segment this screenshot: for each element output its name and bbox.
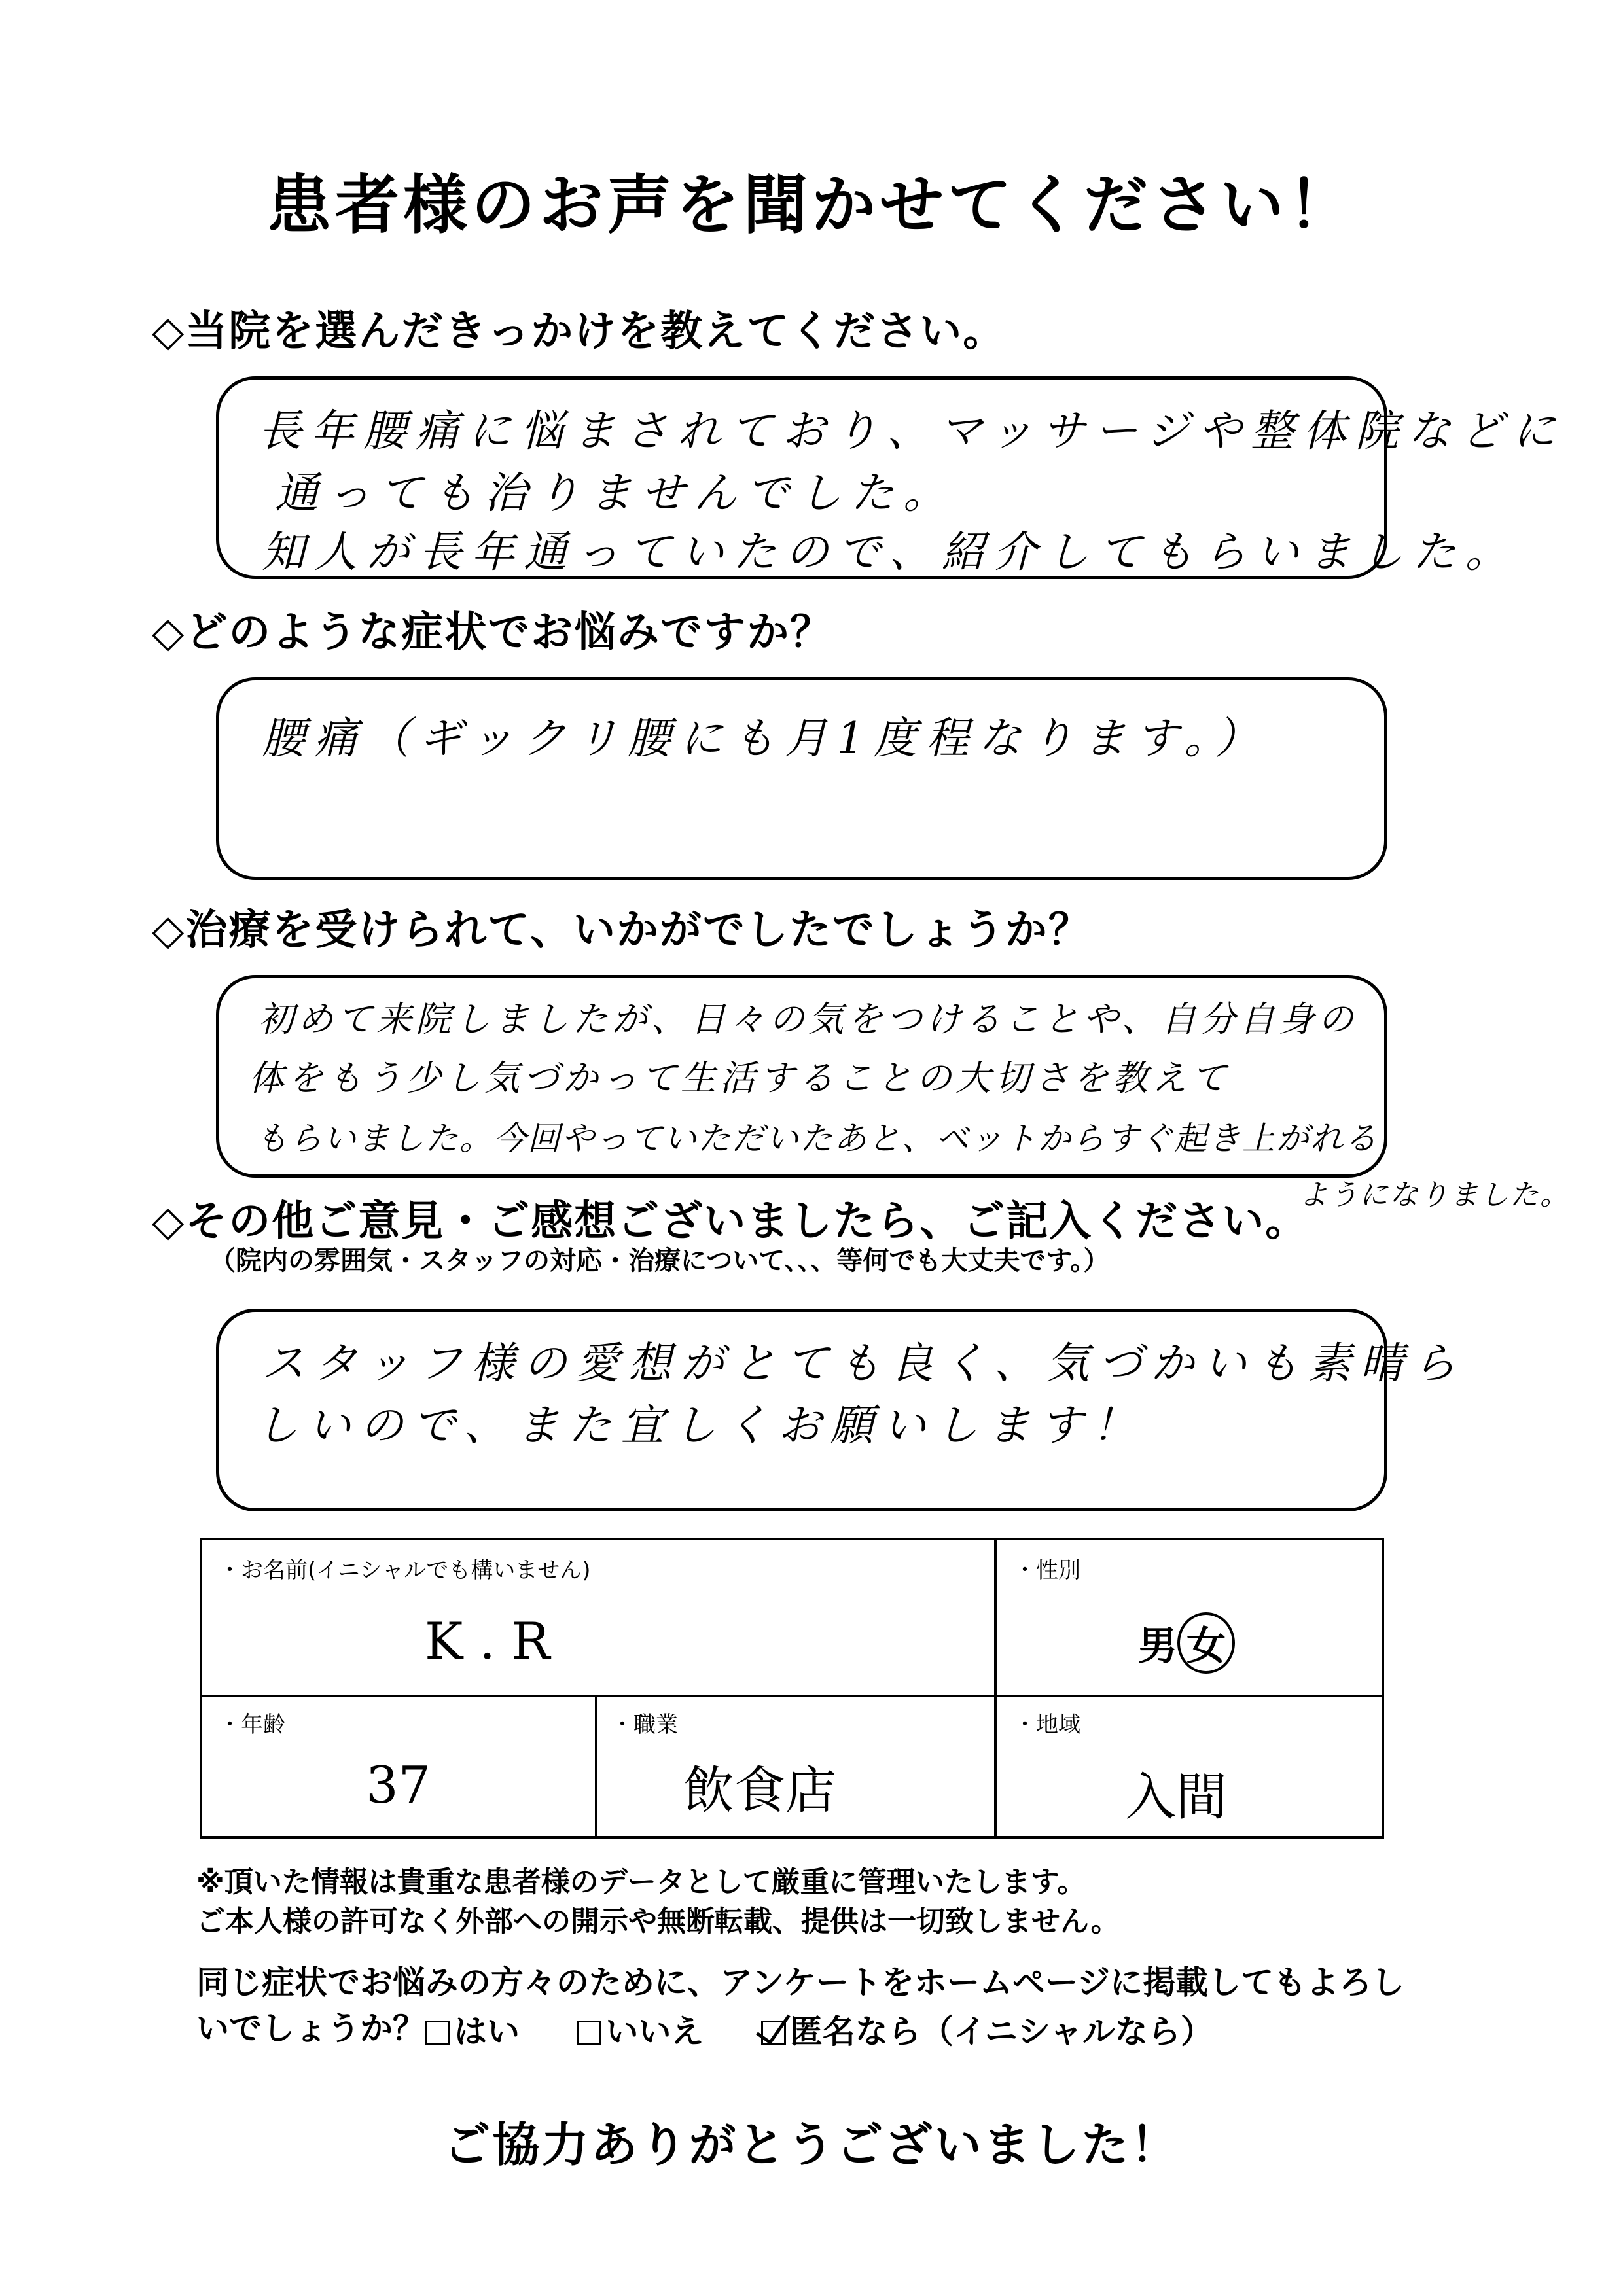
gender-label: ・性別: [1014, 1557, 1080, 1583]
option-yes[interactable]: [425, 2005, 520, 2053]
answer-3-line-4: ようになりました。: [1299, 1178, 1570, 1212]
answer-3-line-2: 体をもう少し気づかって生活することの大切さを教えて: [249, 1057, 1230, 1099]
option-no[interactable]: [577, 2005, 704, 2053]
age-label: ・年齢: [219, 1712, 285, 1738]
divider: [994, 1540, 997, 1836]
info-form: [200, 1538, 1384, 1839]
checked-checkbox-icon[interactable]: [761, 2021, 786, 2045]
gender-male-option[interactable]: 男: [1138, 1623, 1177, 1669]
job-label: ・職業: [611, 1712, 678, 1738]
disclaimer-line-1: ※頂いた情報は貴重な患者様のデータとして厳重に管理いたします。: [196, 1865, 1086, 1899]
answer-3-line-3: もらいました。今回やっていただいたあと、ベットからすぐ起き上がれる: [255, 1120, 1378, 1157]
diamond-icon: ◇: [152, 1197, 186, 1246]
diamond-icon: ◇: [152, 308, 186, 356]
name-field[interactable]: K . R: [425, 1612, 550, 1671]
question-1-text: 当院を選んだきっかけを教えてください。: [185, 308, 1007, 356]
job-field[interactable]: 飲食店: [683, 1761, 837, 1820]
question-2-text: どのような症状でお悩みですか？: [185, 609, 834, 657]
answer-1-line-3: 知人が長年通っていたので、紹介してもらいました。: [262, 527, 1518, 577]
checkbox-icon[interactable]: [577, 2021, 601, 2045]
name-label: ・お名前(イニシャルでも構いません): [219, 1557, 591, 1583]
diamond-icon: ◇: [152, 906, 186, 955]
question-4-text: その他ご意見・ご感想ございましたら、ご記入ください。: [185, 1197, 1309, 1246]
option-no-label: いいえ: [605, 2013, 704, 2051]
thanks-message: ご協力ありがとうございました！: [443, 2117, 1180, 2172]
option-anonymous[interactable]: [761, 2005, 1213, 2053]
option-yes-label: はい: [454, 2013, 520, 2051]
answer-1-line-1: 長年腰痛に悩まされており、マッサージや整体院などに: [259, 406, 1565, 456]
gender-field[interactable]: [1138, 1612, 1235, 1674]
checkbox-icon[interactable]: [425, 2021, 450, 2045]
diamond-icon: ◇: [152, 609, 186, 657]
option-anonymous-label: 匿名なら（イニシャルなら）: [789, 2013, 1213, 2051]
question-2: [152, 599, 833, 659]
answer-4-line-2: しいので、また宜しくお願いします！: [255, 1400, 1145, 1451]
age-field[interactable]: 37: [366, 1756, 431, 1815]
answer-2-line-1: 腰痛（ギックリ腰にも月1度程なります。）: [262, 713, 1268, 764]
area-field[interactable]: 入間: [1125, 1768, 1228, 1827]
page-title: 患者様のお声を聞かせてください！: [266, 168, 1356, 243]
consent-options: [425, 2005, 1259, 2053]
answer-3-line-1: 初めて来院しましたが、日々の気をつけることや、自分自身の: [259, 998, 1357, 1040]
question-3-text: 治療を受けられて、いかがでしたでしょうか？: [185, 906, 1092, 955]
question-1: [152, 298, 1006, 358]
disclaimer-line-2: ご本人様の許可なく外部への開示や無断転載、提供は一切致しません。: [196, 1905, 1120, 1938]
question-4: [152, 1188, 1308, 1248]
answer-4-line-1: スタッフ様の愛想がとても良く、気づかいも素晴ら: [262, 1338, 1465, 1388]
question-3: [152, 896, 1092, 957]
consent-question-line-1: 同じ症状でお悩みの方々のために、アンケートをホームページに掲載してもよろし: [196, 1964, 1404, 2002]
divider: [202, 1695, 1382, 1697]
consent-question-line-2: いでしょうか？: [196, 2009, 425, 2047]
gender-female-option[interactable]: 女: [1177, 1612, 1235, 1674]
answer-1-line-2: 通っても治りませんでした。: [275, 468, 955, 518]
question-4-note: （院内の雰囲気・スタッフの対応・治療について、、、等何でも大丈夫です。）: [209, 1246, 1110, 1276]
divider: [595, 1695, 597, 1839]
area-label: ・地域: [1014, 1712, 1080, 1738]
